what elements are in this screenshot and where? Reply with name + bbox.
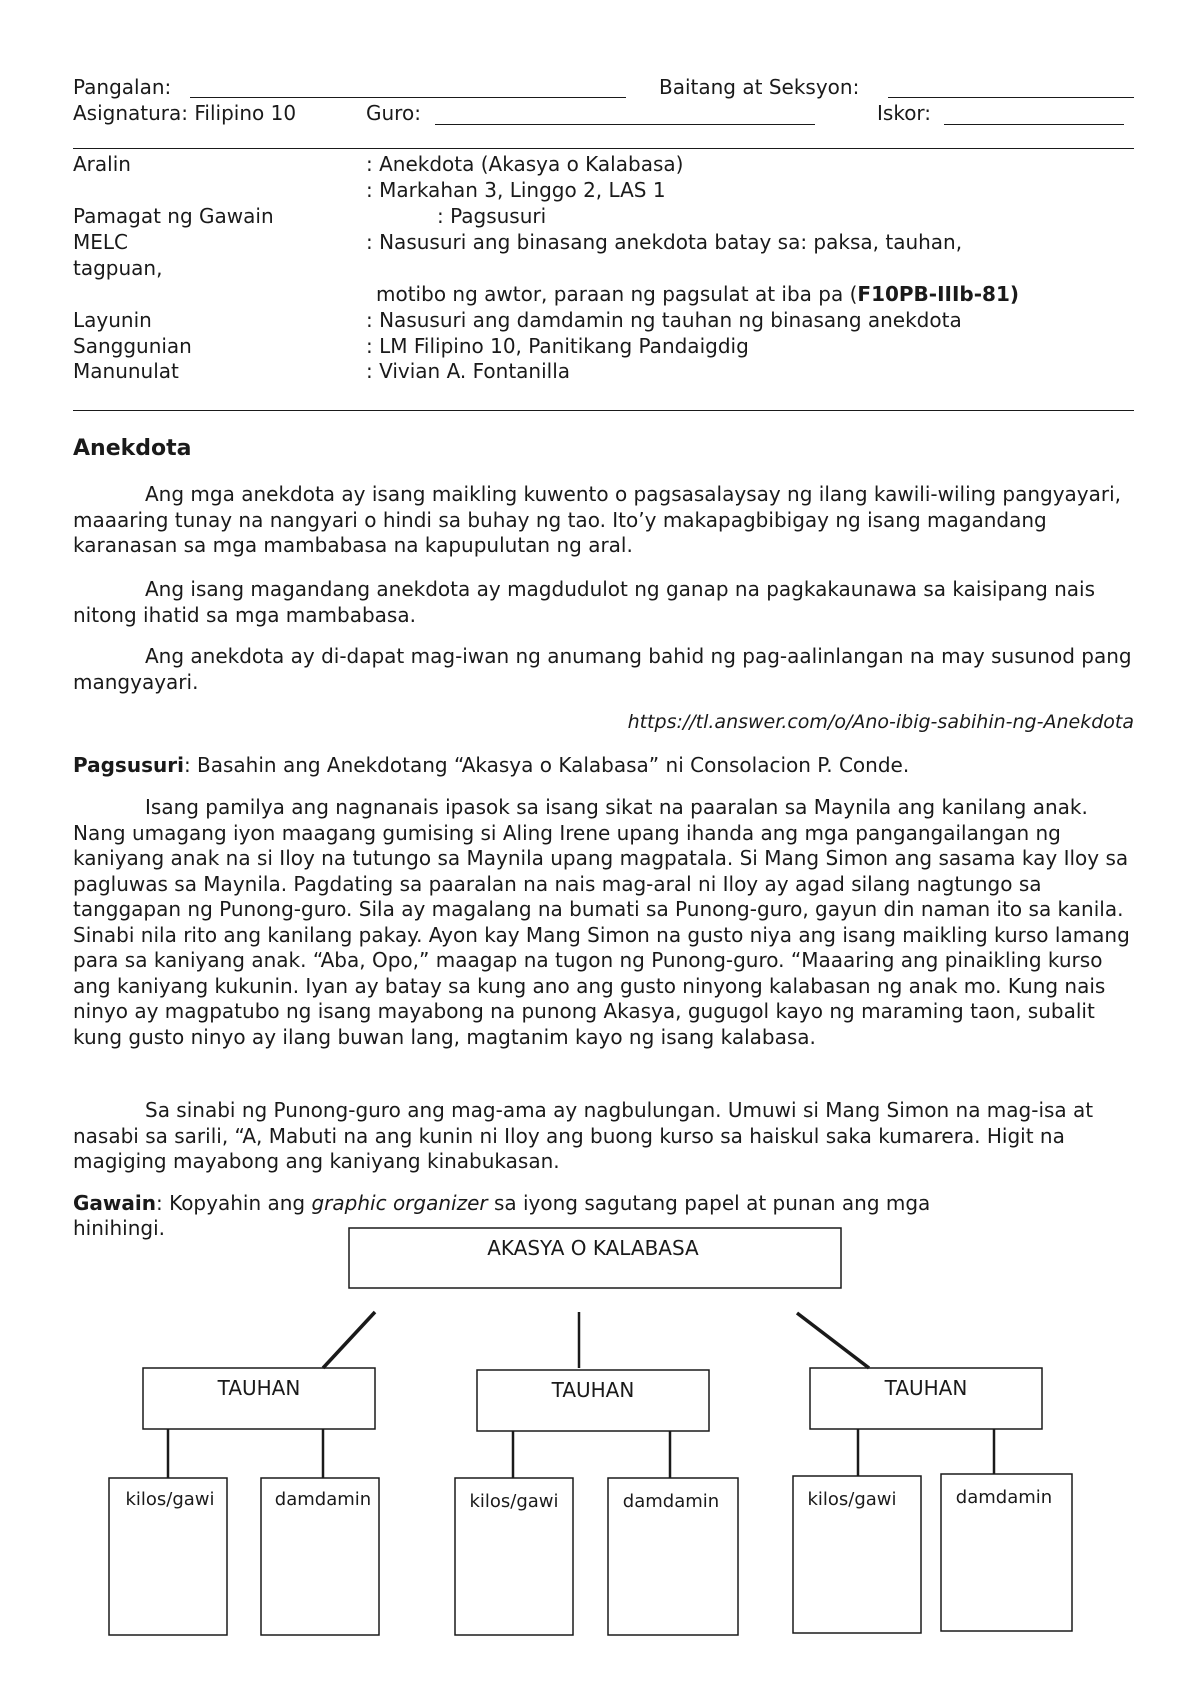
- organizer-title: AKASYA O KALABASA: [487, 1236, 699, 1260]
- damdamin-label-3: damdamin: [955, 1487, 1053, 1508]
- melc-value: : Nasusuri ang binasang anekdota batay sa: paksa, tauhan,: [366, 230, 963, 254]
- kilos-label-1: kilos/gawi: [125, 1489, 215, 1510]
- pagsusuri-label: Pagsusuri: [73, 753, 184, 777]
- kilos-label-2: kilos/gawi: [469, 1491, 559, 1512]
- aralin-value: : Anekdota (Akasya o Kalabasa): [366, 152, 684, 176]
- melc-wrap: tagpuan,: [73, 256, 163, 280]
- connector-right: [797, 1313, 869, 1368]
- asignatura-label: Asignatura: Filipino 10: [73, 101, 297, 125]
- gawain-wrap: hinihingi.: [73, 1216, 165, 1240]
- manunulat-label: Manunulat: [73, 359, 179, 383]
- pangalan-label: Pangalan:: [73, 75, 172, 99]
- tauhan-label-1: TAUHAN: [217, 1376, 301, 1400]
- tauhan-label-3: TAUHAN: [884, 1376, 968, 1400]
- sanggunian-value: : LM Filipino 10, Panitikang Pandaigdig: [366, 334, 749, 358]
- damdamin-label-2: damdamin: [622, 1491, 720, 1512]
- story-paragraph-1: Isang pamilya ang nagnanais ipasok sa isang sikat na paaralan sa Maynila ang kanilang anak. Nang umagang iyon maagang gumising si Aling Irene upang ihanda ang mga pangangailangan ng kaniyang anak na si Iloy na tutungo sa Maynila upang magpatala. Si Mang Simon ang sasama kay Iloy sa pagluwas sa Maynila. Pagdating sa paaralan na nais mag-aral ni Iloy ay agad silang nagtungo sa tanggapan ng Punong-guro. Sila ay magalang na bumati sa Punong-guro, gayun din naman ito sa kanila. Sinabi nila rito ang kanilang pakay. Ayon kay Mang Simon na gusto niya ang isang maikling kurso lamang para sa kaniyang anak. “Aba, Opo,” maagap na tugon ng Punong-guro. “Maaaring ang pinaikling kurso ang kaniyang kukunin. Iyan ay batay sa kung ano ang gusto ninyong kalabasan ng anak mo. Kung nais ninyo ay magpatubo ng isang mayabong na punong Akasya, gugugol kayo ng maraming taon, subalit kung gusto ninyo ay ilang buwan lang, magtanim kayo ng isang kalabasa.: [73, 795, 1130, 1049]
- story-paragraph-2: Sa sinabi ng Punong-guro ang mag-ama ay nagbulungan. Umuwi si Mang Simon na mag-isa at nasabi sa sarili, “A, Mabuti na ang kunin ni Iloy ang buong kurso sa haiskul saka kumarera. Higit na magiging mayabong ang kaniyang kinabukasan.: [73, 1098, 1094, 1173]
- pagsusuri-text: : Basahin ang Anekdotang “Akasya o Kalabasa” ni Consolacion P. Conde.: [183, 753, 910, 777]
- tauhan-label-2: TAUHAN: [551, 1378, 635, 1402]
- gawain-label: Gawain: [73, 1191, 156, 1215]
- gawain-text-before: : Kopyahin ang: [155, 1191, 312, 1215]
- kilos-label-3: kilos/gawi: [807, 1489, 897, 1510]
- damdamin-label-1: damdamin: [274, 1489, 372, 1510]
- anekdota-paragraph-3: Ang anekdota ay di-dapat mag-iwan ng anumang bahid ng pag-aalinlangan na may susunod pang mangyayari.: [73, 644, 1132, 694]
- iskor-label: Iskor:: [877, 101, 932, 125]
- layunin-value: : Nasusuri ang damdamin ng tauhan ng binasang anekdota: [366, 308, 962, 332]
- anekdota-title: Anekdota: [73, 436, 192, 461]
- markahan-value: : Markahan 3, Linggo 2, LAS 1: [366, 178, 666, 202]
- melc-label: MELC: [73, 230, 128, 254]
- anekdota-paragraph-1: Ang mga anekdota ay isang maikling kuwento o pagsasalaysay ng ilang kawili-wiling pangyayari, maaaring tunay na nangyari o hindi sa buhay ng tao. Ito’y makapagbibigay ng isang magandang karanasan sa mga mambabasa na kapupulutan ng aral.: [73, 482, 1122, 557]
- baitang-label: Baitang at Seksyon:: [659, 75, 860, 99]
- source-link[interactable]: https://tl.answer.com/o/Ano-ibig-sabihin-ng-Anekdota: [627, 711, 1134, 733]
- layunin-label: Layunin: [73, 308, 152, 332]
- connector-left: [323, 1312, 375, 1368]
- sanggunian-label: Sanggunian: [73, 334, 192, 358]
- manunulat-value: : Vivian A. Fontanilla: [366, 359, 571, 383]
- guro-label: Guro:: [366, 101, 421, 125]
- pamagat-value: : Pagsusuri: [437, 204, 547, 228]
- melc-cont-text: motibo ng awtor, paraan ng pagsulat at iba pa (: [376, 282, 858, 306]
- gawain-text-italic: graphic organizer: [311, 1191, 488, 1215]
- anekdota-paragraph-2: Ang isang magandang anekdota ay magdudulot ng ganap na pagkakaunawa sa kaisipang nais nitong ihatid sa mga mambabasa.: [73, 577, 1096, 627]
- pamagat-label: Pamagat ng Gawain: [73, 204, 274, 228]
- gawain-text-after: sa iyong sagutang papel at punan ang mga: [487, 1191, 931, 1215]
- melc-code: F10PB-IIIb-81): [857, 282, 1020, 306]
- aralin-label: Aralin: [73, 152, 131, 176]
